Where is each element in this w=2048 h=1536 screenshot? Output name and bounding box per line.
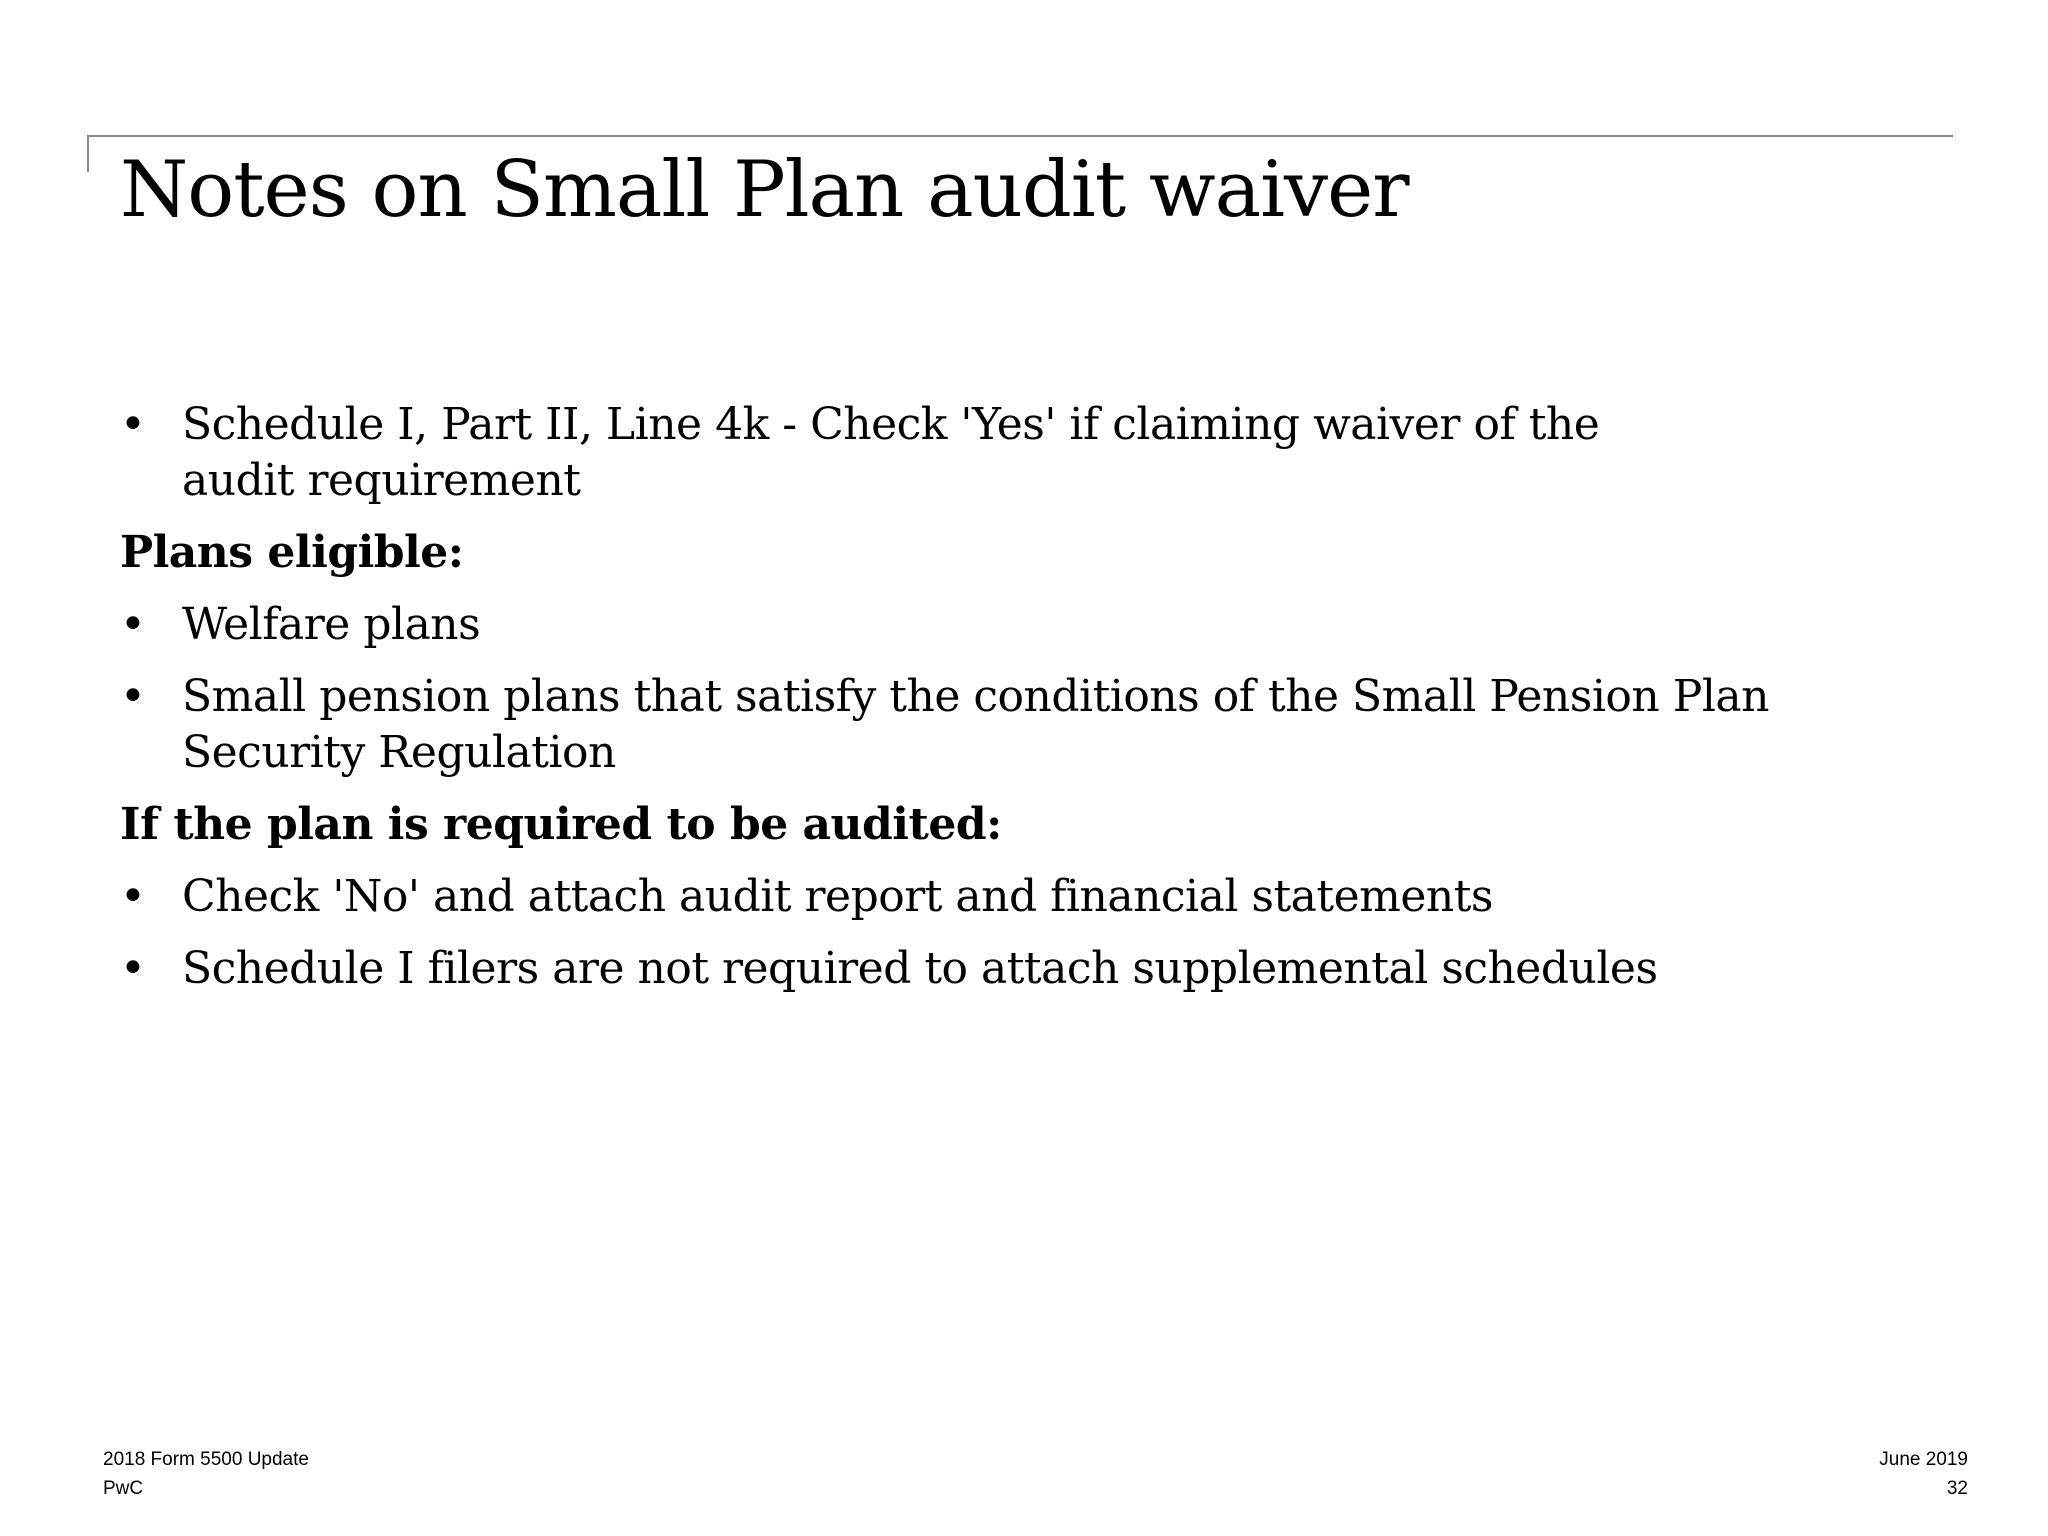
title-frame-left-rule (87, 135, 89, 172)
bullet-text: Schedule I, Part II, Line 4k - Check 'Yes' if claiming waiver of the audit requirement (182, 399, 1600, 506)
footer-date: June 2019 (1879, 1449, 1968, 1470)
title-frame-top-rule (87, 135, 1953, 137)
bullet-item (120, 597, 1880, 653)
bullet-item (120, 869, 1880, 925)
bullet-text: Welfare plans (182, 599, 481, 650)
slide-body (120, 397, 1880, 1013)
footer-document-title: 2018 Form 5500 Update (103, 1449, 309, 1470)
footer-page-number: 32 (1946, 1478, 1968, 1499)
section-heading-audit-required: If the plan is required to be audited: (120, 799, 1002, 850)
bullet-text: Small pension plans that satisfy the conditions of the Small Pension Plan Security Regulation (182, 671, 1769, 778)
bullet-item (120, 941, 1880, 997)
footer-organization: PwC (103, 1478, 144, 1499)
bullet-dot: • (120, 871, 146, 922)
bullet-dot: • (120, 599, 146, 650)
bullet-item (120, 397, 1622, 509)
bullet-text: Check 'No' and attach audit report and financial statements (182, 871, 1493, 922)
section-heading-plans-eligible: Plans eligible: (120, 527, 464, 578)
bullet-dot: • (120, 943, 146, 994)
bullet-dot: • (120, 671, 146, 722)
bullet-dot: • (120, 399, 146, 450)
slide-title: Notes on Small Plan audit waiver (120, 145, 1409, 235)
bullet-item (120, 669, 1880, 781)
bullet-text: Schedule I filers are not required to attach supplemental schedules (182, 943, 1658, 994)
